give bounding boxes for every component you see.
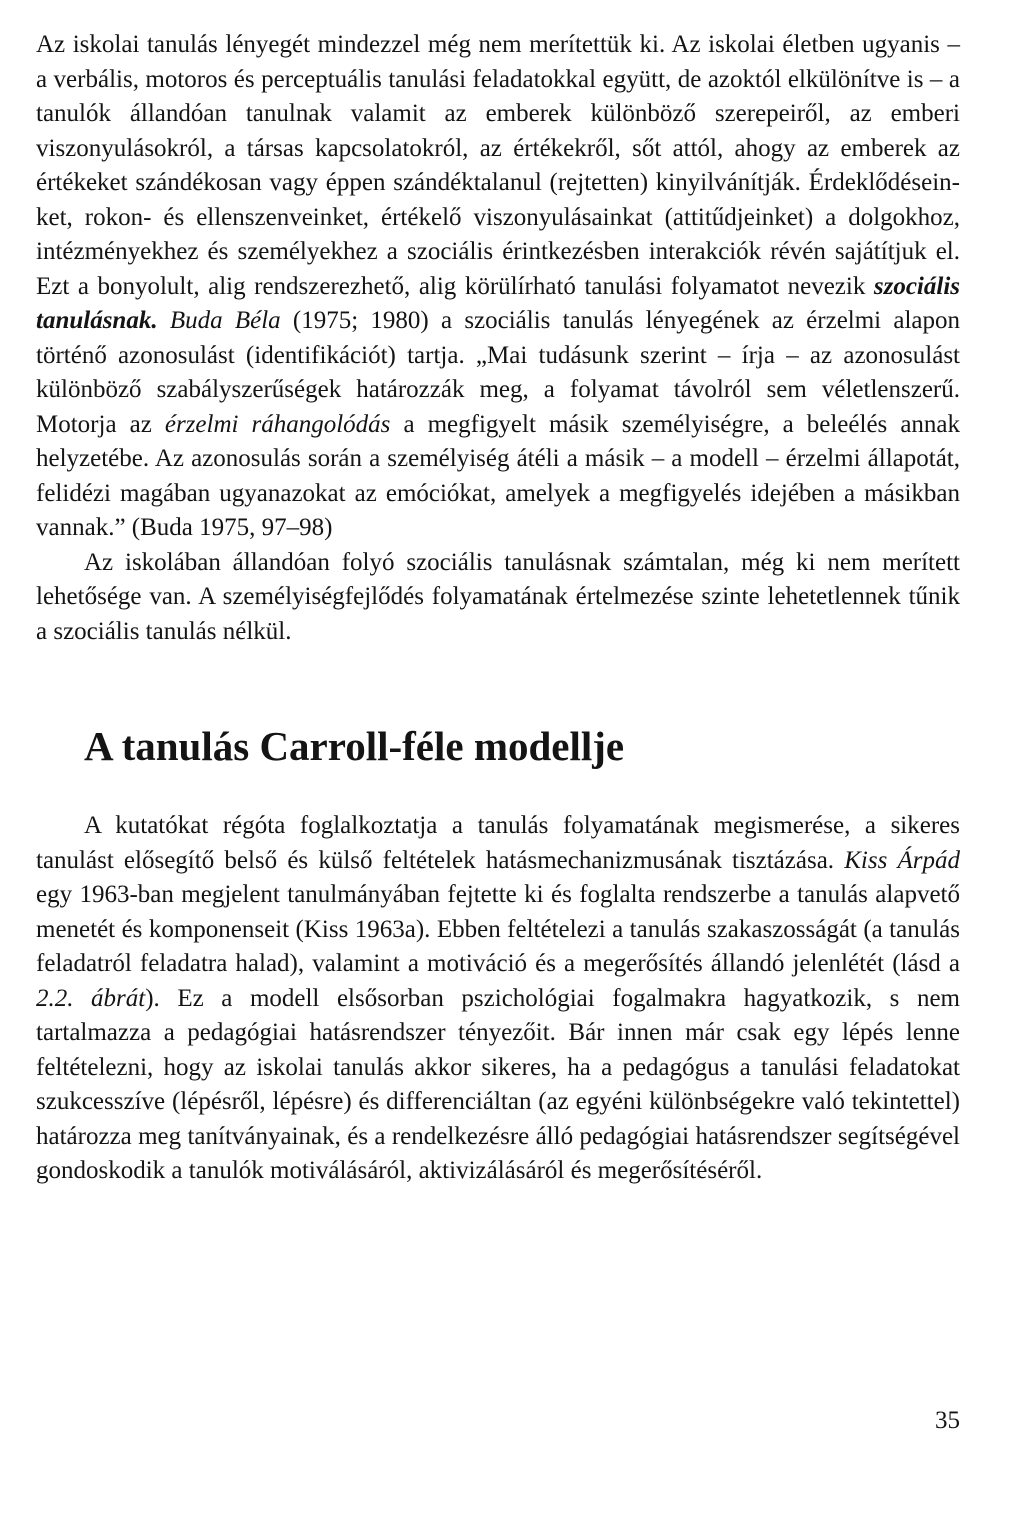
section-body [36, 809, 960, 1189]
text-span: Az iskolában állandóan folyó szociális tanulásnak számtalan, még ki nem merített lehetősége van. A személyiségfejlődés folyamatának értelmezése szinte lehetetlennek tűnik a szociális tanulás nélkül. [36, 548, 960, 645]
paragraph-carroll-model [36, 809, 960, 1189]
author-name: Kiss Árpád [844, 846, 960, 874]
figure-reference: 2.2. ábrát [36, 984, 146, 1012]
text-span: A kutatókat régóta foglalkoztatja a tanulás folyamatának megismerése, a sikeres tanulást elősegítő belső és külső feltételek hatásmechanizmusának tisztázása. [36, 812, 960, 874]
page-number: 35 [935, 1407, 960, 1434]
paragraph-school-social-learning [36, 546, 960, 650]
author-name: Buda Béla [169, 307, 281, 334]
emphasis-term: szociális tanulásnak. [36, 272, 960, 334]
paragraph-social-learning [36, 28, 960, 546]
page-content [36, 28, 960, 1189]
text-span: ). Ez a modell elsősorban pszichológiai fogalmakra hagyatkozik, s nem tartalmazza a pedagógiai hatásrendszer tényezőit. Bár innen már csak egy lépés lenne feltételezni, hogy az iskolai tanulás akkor sikeres, ha a pedagógus a tanulási feladatokat szukcesszíve (lépésről, lépésre) és differenciáltan (az egyéni különbségekre való tekintettel) határozza meg tanítványainak, és a rendelkezésre álló pedagógiai hatásrendszer segítségével gondoskodik a tanulók motiválásáról, aktivizálásáról és megerősítéséről. [36, 984, 960, 1184]
text-span: Az iskolai tanulás lényegét mindezzel még nem merítettük ki. Az iskolai életben ugyanis – a verbális, motoros és perceptuális tanulási feladatokkal együtt, de azoktól elkülönítve is – a tanulók állandóan tanulnak valamit az emberek különböző szerepeiről, az emberi viszonyulásokról, a társas kapcsolatokról, az értékekről, sőt attól, ahogy az emberek az értékeket szándékosan vagy éppen szándéktalanul (rejtetten) kinyilvánítják. Érdeklődéseinket, rokon- és ellenszenveinket, értékelő viszonyulásainkat (attitűdjeinket) a dolgokhoz, intézményekhez és személyekhez a szociális érintkezésben interakciók révén sajátítjuk el. Ezt a bonyolult, alig rendszerezhető, alig körülírható tanulási folyamatot nevezik [36, 31, 960, 300]
section-heading: A tanulás Carroll-féle modellje [84, 723, 625, 769]
text-span: a megfigyelt másik személyiségre, a beleélés annak helyzetébe. Az azonosulás során a személyiség átéli a másik – a modell – érzelmi állapotát, felidézi magában ugyanazokat az emóciókat, amelyek a megfigyelés idejében a másikban vannak.” (Buda 1975, 97–98) [36, 410, 961, 541]
text-span [158, 307, 170, 334]
text-span: (1975; 1980) a szociális tanulás lényegének az érzelmi alapon történő azonosulást (identifikációt) tartja. „Mai tudásunk szerint – írja – az azonosulást különböző szabályszerűségek határozzák meg, a folyamat távolról sem véletlenszerű. Motorja az [36, 307, 961, 438]
emphasis-term: érzelmi ráhangolódás [164, 410, 391, 438]
text-span: egy 1963-ban megjelent tanulmányában fejtette ki és foglalta rendszerbe a tanulás alapvető menetét és komponenseit (Kiss 1963a). Ebben feltételezi a tanulás szakaszosságát (a tanulás feladatról feladatra halad), valamint a motiváció és a megerősítés állandó jelenlétét (lásd a [36, 881, 960, 977]
